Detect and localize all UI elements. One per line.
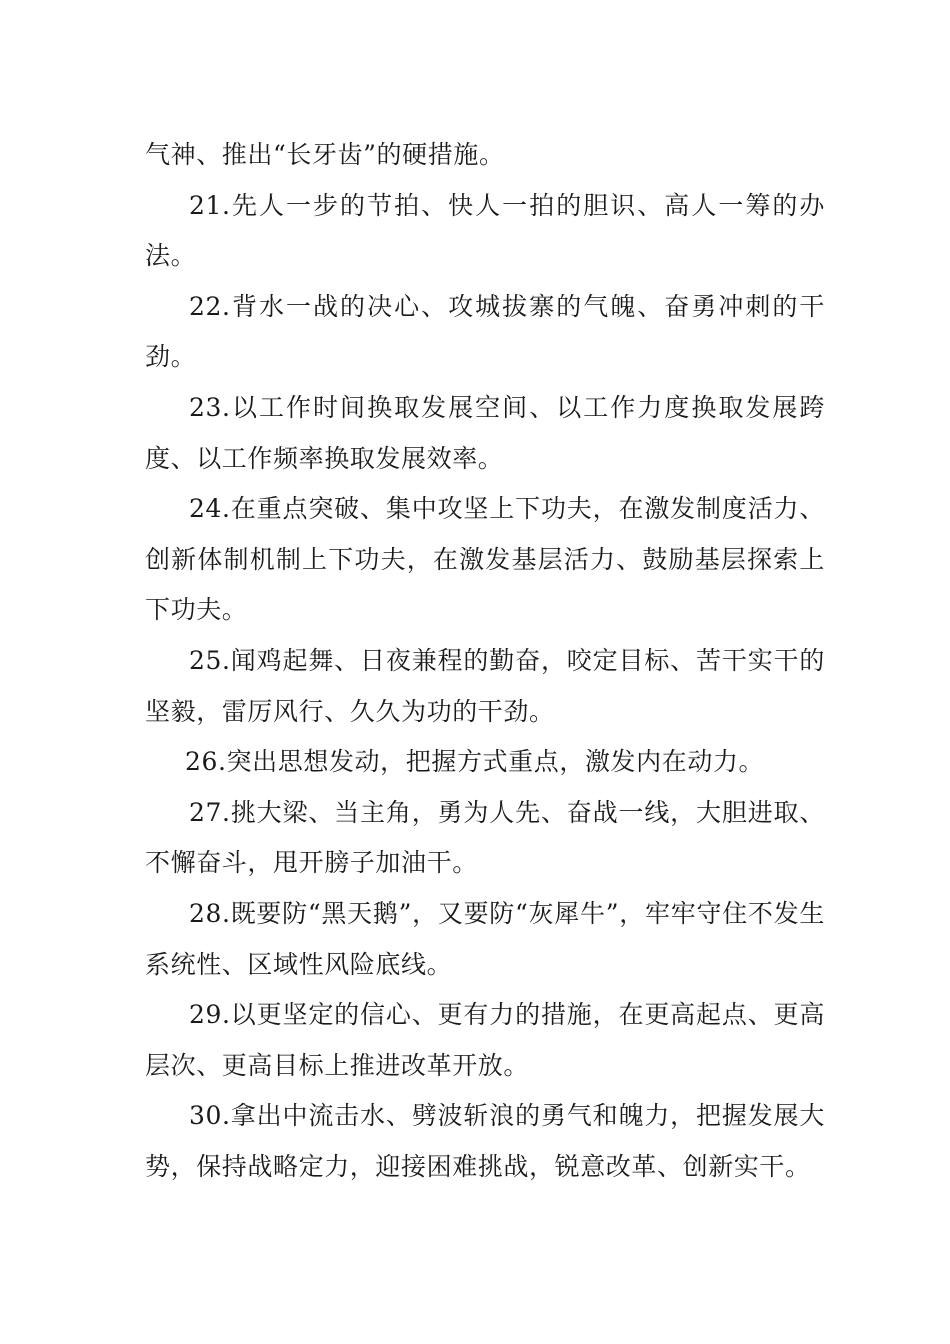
list-item-28: 28.既要防“黑天鹅”，又要防“灰犀牛”，牢牢守住不发生系统性、区域性风险底线。 [145, 898, 825, 979]
paragraph-continuation: 气神、推出“长牙齿”的硬措施。 [145, 140, 505, 169]
list-item-26: 26.突出思想发动，把握方式重点，激发内在动力。 [185, 747, 765, 777]
document-body [145, 130, 825, 1192]
list-item-30: 30.拿出中流击水、劈波斩浪的勇气和魄力，把握发展大势，保持战略定力，迎接困难挑战，锐意改革、创新实干。 [145, 1101, 825, 1181]
list-item-22: 22.背水一战的决心、攻城拔寨的气魄、奋勇冲刺的干劲。 [145, 291, 825, 372]
list-item-25: 25.闻鸡起舞、日夜兼程的勤奋，咬定目标、苦干实干的坚毅，雷厉风行、久久为功的干劲。 [145, 645, 825, 726]
list-item-29: 29.以更坚定的信心、更有力的措施，在更高起点、更高层次、更高目标上推进改革开放。 [145, 1000, 825, 1080]
list-item-23: 23.以工作时间换取发展空间、以工作力度换取发展跨度、以工作频率换取发展效率。 [145, 392, 825, 473]
list-item-24: 24.在重点突破、集中攻坚上下功夫，在激发制度活力、创新体制机制上下功夫，在激发基层活力、鼓励基层探索上下功夫。 [145, 494, 825, 625]
list-item-21: 21.先人一步的节拍、快人一拍的胆识、高人一筹的办法。 [145, 190, 825, 271]
list-item-27: 27.挑大梁、当主角，勇为人先、奋战一线，大胆进取、不懈奋斗，甩开膀子加油干。 [145, 797, 825, 878]
